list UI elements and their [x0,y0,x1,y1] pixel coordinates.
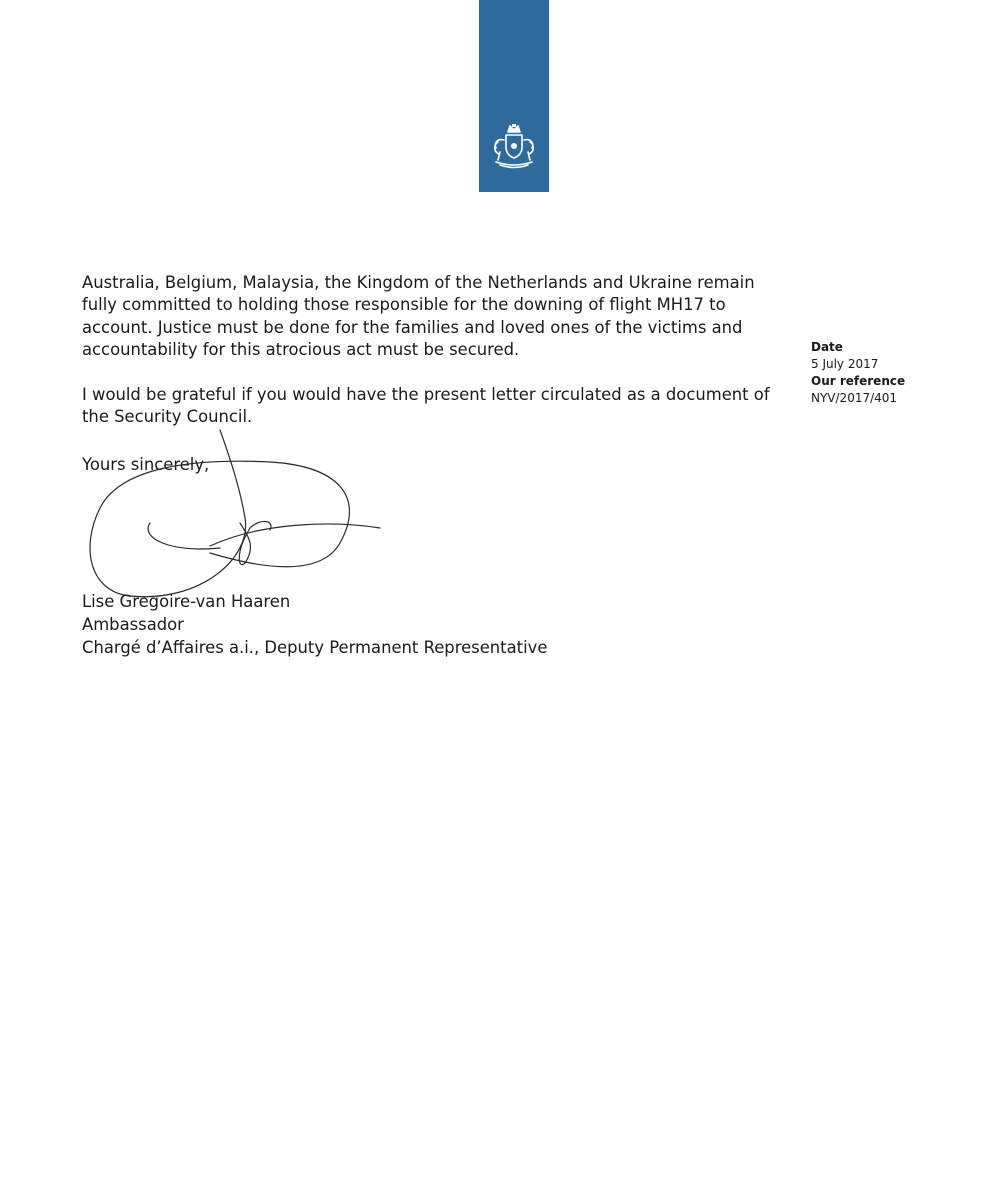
reference-panel [811,339,991,407]
date-value: 5 July 2017 [811,357,879,371]
royal-coat-of-arms-icon [486,118,542,174]
signer-name: Lise Gregoire-van Haaren [82,592,291,611]
paragraph-commitment: Australia, Belgium, Malaysia, the Kingdom of the Netherlands and Ukraine remain fully committed to holding those responsible for the downing of flight MH17 to account. Justice must be done for the families and loved ones of the victims and accountability for this atrocious act must be secured. [82,273,755,360]
logo-bar [479,0,549,192]
signer-role: Chargé d’Affaires a.i., Deputy Permanent Representative [82,638,548,657]
signer-block [82,590,547,659]
letter-body [82,272,787,450]
reference-value: NYV/2017/401 [811,391,898,405]
signer-title: Ambassador [82,615,184,634]
reference-label: Our reference [811,374,906,388]
date-label: Date [811,340,843,354]
handwritten-signature-icon [80,428,390,608]
paragraph-request: I would be grateful if you would have the present letter circulated as a document of the Security Council. [82,384,770,427]
closing: Yours sincerely, [82,455,210,474]
